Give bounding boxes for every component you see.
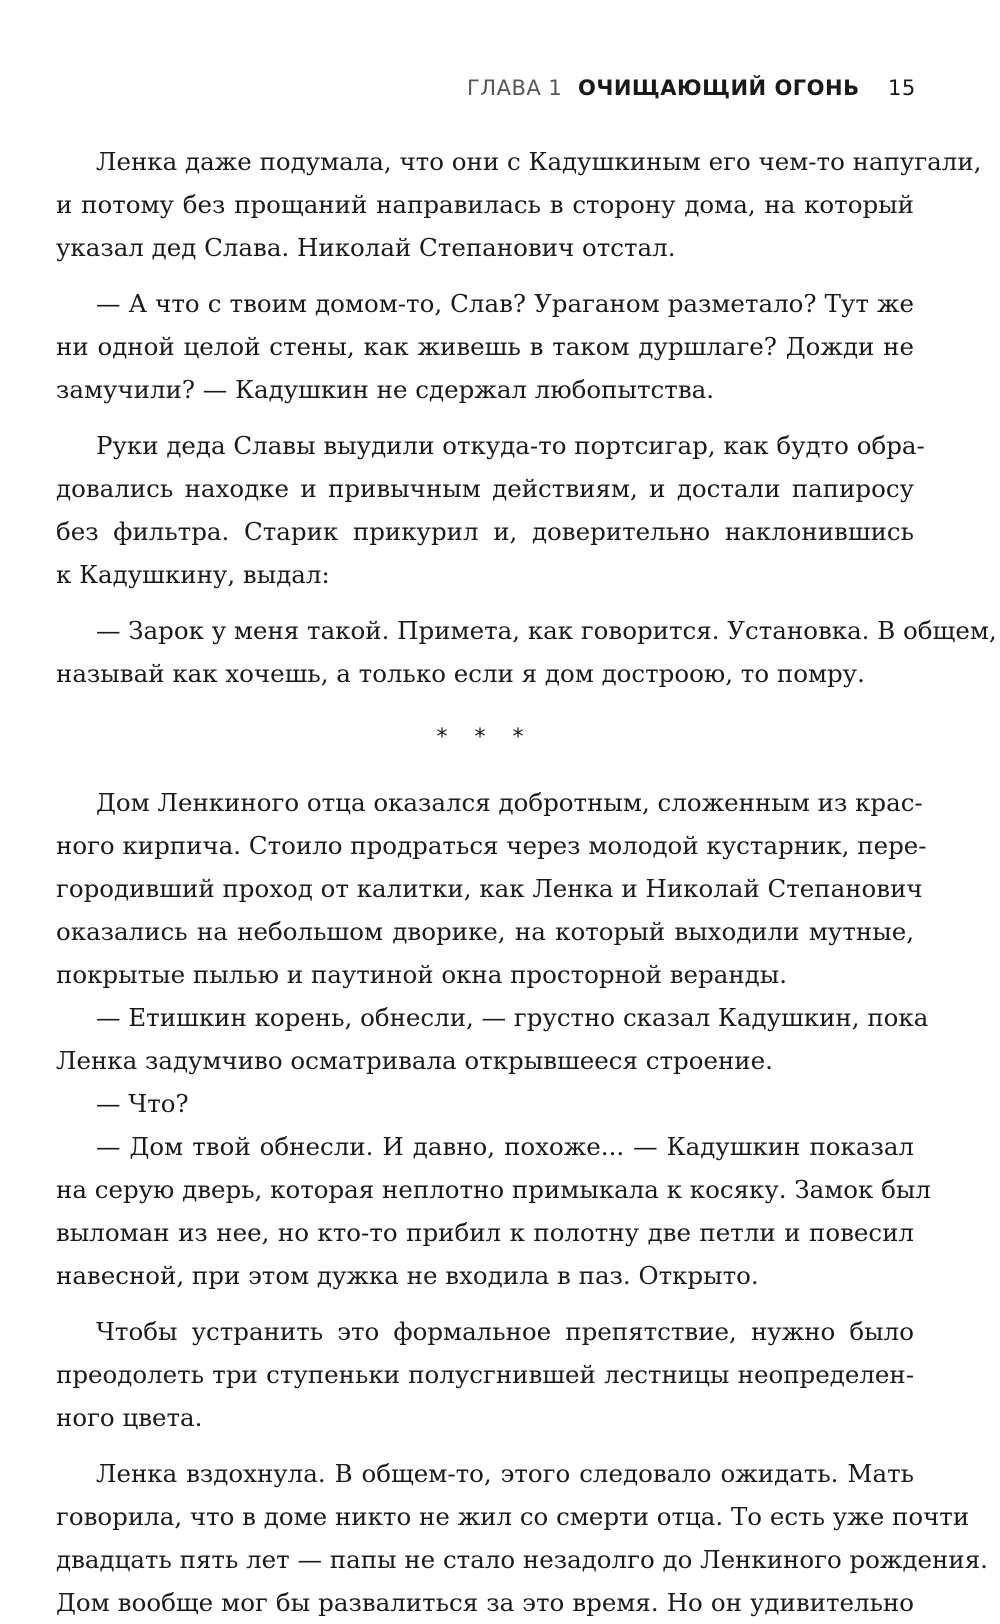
text-line: говорила, что в доме никто не жил со смерти отца. То есть уже почти xyxy=(56,1502,970,1531)
body-text xyxy=(56,140,997,1624)
text-line: ни одной целой стены, как живешь в таком дуршлаге? Дожди не xyxy=(56,332,914,361)
text-line: на серую дверь, которая неплотно примыкала к косяку. Замок был xyxy=(56,1175,931,1204)
text-line: оказались на небольшом дворике, на который выходили мутные, xyxy=(56,917,914,946)
section-separator: * * * xyxy=(436,725,534,750)
running-head xyxy=(0,72,1000,112)
text-line: — Зарок у меня такой. Примета, как говорится. Установка. В общем, xyxy=(96,616,997,645)
text-line: — А что с твоим домом-то, Слав? Ураганом разметало? Тут же xyxy=(96,289,914,318)
text-line: — Етишкин корень, обнесли, — грустно сказал Кадушкин, пока xyxy=(96,1003,929,1032)
text-line: — Дом твой обнесли. И давно, похоже... — Кадушкин показал xyxy=(96,1132,914,1161)
text-line: к Кадушкину, выдал: xyxy=(56,560,330,589)
chapter-title: ОЧИЩАЮЩИЙ ОГОНЬ xyxy=(578,76,860,100)
text-line: Дом вообще мог бы развалиться за это время. Но он удивительно xyxy=(56,1588,914,1617)
text-line: замучили? — Кадушкин не сдержал любопытства. xyxy=(56,375,715,404)
text-line: Ленка даже подумала, что они с Кадушкиным его чем-то напугали, xyxy=(96,147,982,176)
text-line: преодолеть три ступеньки полусгнившей лестницы неопределен- xyxy=(56,1360,914,1389)
text-line: — Что? xyxy=(96,1089,189,1118)
text-line: покрытые пылью и паутиной окна просторной веранды. xyxy=(56,960,788,989)
text-line: довались находке и привычным действиям, и достали папиросу xyxy=(56,474,914,503)
chapter-label: ГЛАВА 1 xyxy=(467,76,563,100)
text-line: Дом Ленкиного отца оказался добротным, сложенным из крас- xyxy=(96,788,923,817)
text-line: выломан из нее, но кто-то прибил к полотну две петли и повесил xyxy=(56,1218,914,1247)
text-line: Ленка вздохнула. В общем-то, этого следовало ожидать. Мать xyxy=(96,1459,914,1488)
text-line: городивший проход от калитки, как Ленка и Николай Степанович xyxy=(56,874,923,903)
text-line: Руки деда Славы выудили откуда-то портсигар, как будто обра- xyxy=(96,431,925,460)
text-line: и потому без прощаний направилась в сторону дома, на который xyxy=(56,190,914,219)
page-number: 15 xyxy=(888,76,916,100)
text-line: ного цвета. xyxy=(56,1403,203,1432)
text-line: навесной, при этом дужка не входила в паз. Открыто. xyxy=(56,1261,759,1290)
text-line: двадцать пять лет — папы не стало незадолго до Ленкиного рождения. xyxy=(56,1545,988,1574)
text-line: без фильтра. Старик прикурил и, доверительно наклонившись xyxy=(56,517,914,546)
text-line: Чтобы устранить это формальное препятствие, нужно было xyxy=(96,1317,914,1346)
text-line: ного кирпича. Стоило продраться через молодой кустарник, пере- xyxy=(56,831,927,860)
text-line: указал дед Слава. Николай Степанович отстал. xyxy=(56,233,676,262)
text-line: Ленка задумчиво осматривала открывшееся строение. xyxy=(56,1046,773,1075)
text-line: называй как хочешь, а только если я дом достроою, то помру. xyxy=(56,659,865,688)
